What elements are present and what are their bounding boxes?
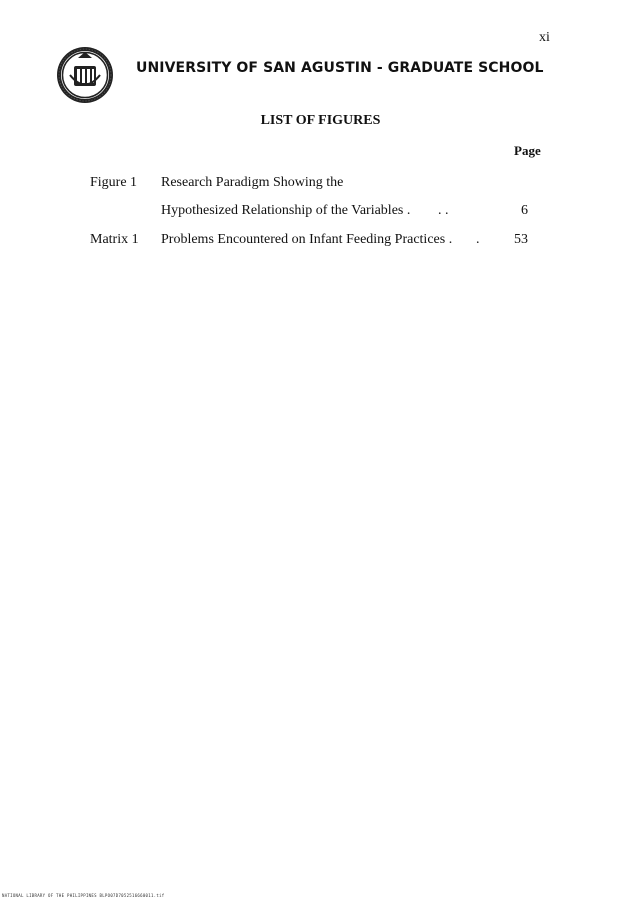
entry-title-line: Hypothesized Relationship of the Variables .	[161, 203, 411, 218]
entry-label: Figure 1	[90, 175, 138, 190]
university-seal-icon	[56, 46, 114, 104]
entry-leader-dots: .	[476, 232, 480, 247]
list-title-text: LIST OF FIGURES	[260, 113, 381, 128]
entry-leader-dots: . .	[438, 203, 449, 218]
entry-page-number: 53	[514, 232, 528, 247]
list-title	[0, 113, 637, 129]
scan-footer: NATIONAL LIBRARY OF THE PHILIPPINES BLPO07D7052516660011.tif	[2, 893, 165, 898]
entry-page-number: 6	[521, 203, 528, 218]
entry-label: Matrix 1	[90, 232, 139, 247]
entry-title-line: Problems Encountered on Infant Feeding Practices .	[161, 232, 453, 247]
entry-title-line: Research Paradigm Showing the	[161, 175, 344, 190]
page-column-heading: Page	[514, 143, 541, 158]
page-number: xi	[539, 30, 550, 45]
university-name: UNIVERSITY OF SAN AGUSTIN - GRADUATE SCHOOL	[136, 60, 544, 76]
